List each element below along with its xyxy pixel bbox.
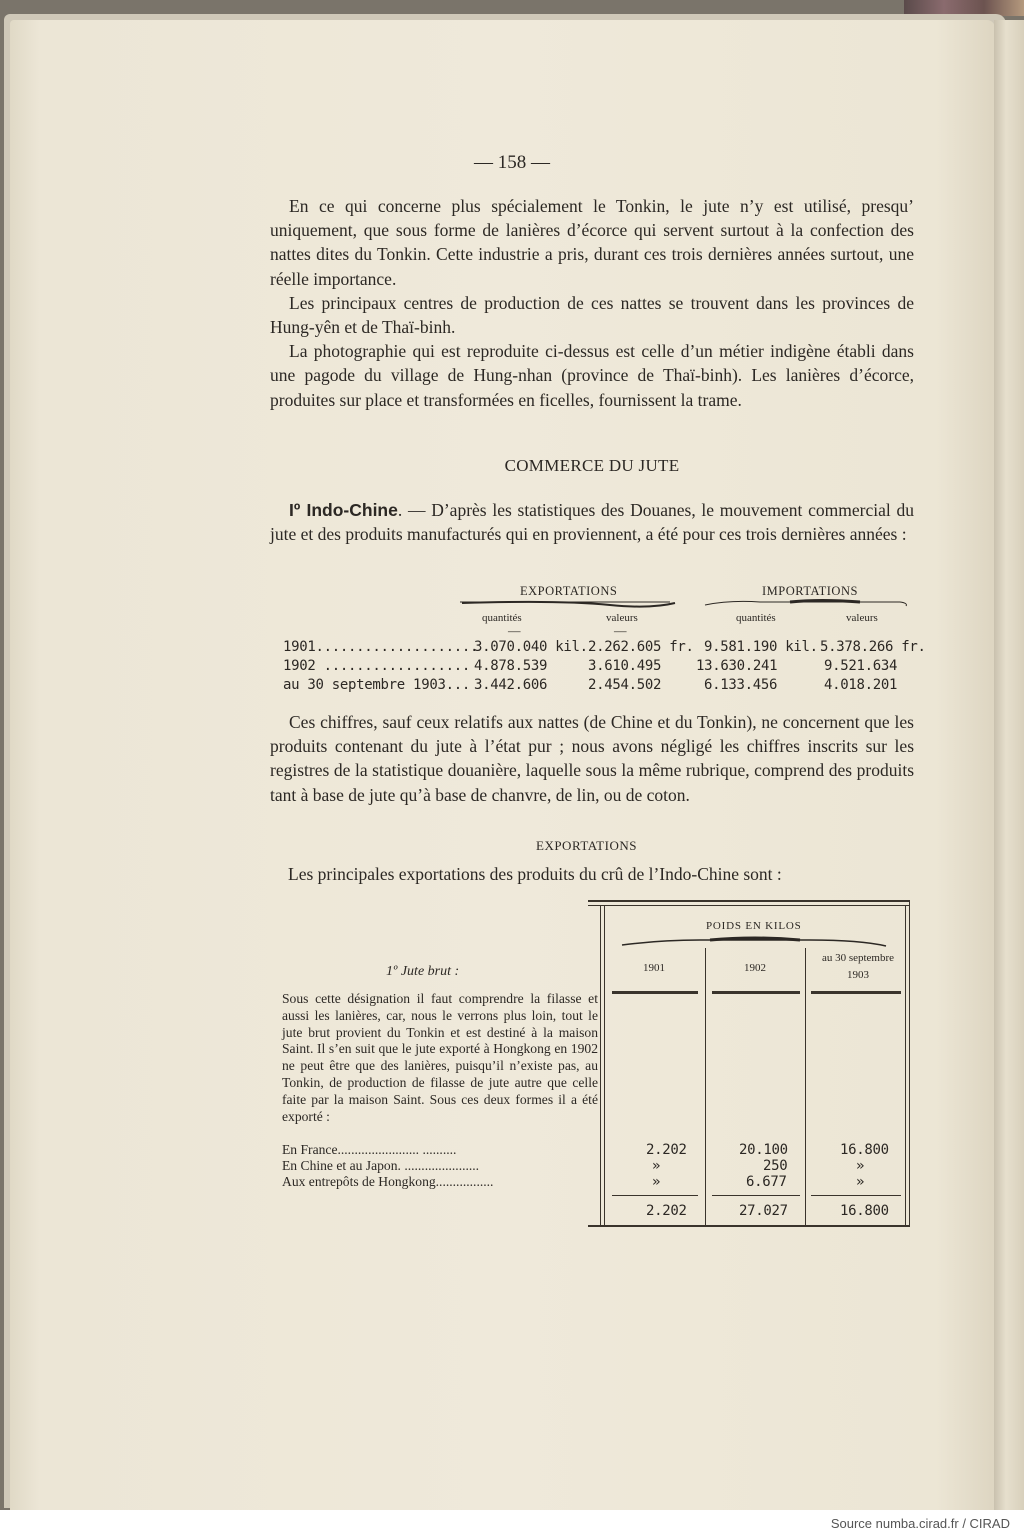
- trade-cell-exp-valeur: 2.454.502: [588, 677, 662, 693]
- trade-cell-exp-quantite: 4.878.539: [474, 658, 548, 674]
- weights-total-1903: 16.800: [840, 1203, 889, 1219]
- table-column-rule: [805, 948, 806, 1225]
- paragraph-centres: Les principaux centres de production de ces nattes se trouvent dans les provinces de Hung-yên et de Thaï-binh.: [270, 292, 914, 338]
- table-bottom-rule: [588, 1225, 910, 1227]
- weights-cell-1902: 6.677: [746, 1174, 787, 1190]
- dash-separator: —: [508, 624, 521, 638]
- trade-cell-imp-valeur: 4.018.201: [824, 677, 898, 693]
- table-top-rule: [588, 905, 910, 906]
- note-text: Ces chiffres, sauf ceux relatifs aux nattes (de Chine et du Tonkin), ne concernent que les produits contenant du jute à l’état pur ; nous avons négligé les chiffres inscrits sur les registres de la statistique douanière, laquelle sous la même rubrique, comprend des produits tant à base de jute qu’à base de chanvre, de lin, ou de coton.: [270, 712, 914, 805]
- paragraph-tonkin: En ce qui concerne plus spécialement le Tonkin, le jute n’y est utilisé, presqu’ uniquement, que sous forme de lanières d’écorce qui servent surtout à la confection des nattes dites du Tonkin. Cette industrie a pris, durant ces trois dernières années surtout, une réelle importance.: [270, 196, 914, 289]
- table-right-rule: [909, 900, 910, 1225]
- section-title: COMMERCE DU JUTE: [504, 456, 680, 475]
- trade-row-label: au 30 septembre 1903...: [283, 677, 470, 693]
- page-number: — 158 —: [474, 152, 550, 173]
- year-header-1902: 1902: [744, 962, 766, 974]
- imp-valeurs-header: valeurs: [846, 612, 878, 624]
- column-head-rule: [811, 991, 901, 994]
- page-edge: [994, 20, 1024, 1510]
- weights-row-label: En France........................ ..........: [282, 1142, 457, 1157]
- total-rule: [811, 1195, 901, 1196]
- trade-row-label: 1902 ..................: [283, 658, 470, 674]
- table-right-rule: [905, 905, 906, 1225]
- year-header-1901: 1901: [643, 962, 665, 974]
- weights-header: POIDS EN KILOS: [706, 920, 802, 932]
- weights-row-label: Aux entrepôts de Hongkong.................: [282, 1174, 494, 1189]
- weights-cell-1901: »: [652, 1158, 661, 1174]
- trade-cell-exp-quantite: 3.442.606: [474, 677, 548, 693]
- intro-text: [270, 194, 914, 412]
- imports-group-header: IMPORTATIONS: [762, 584, 858, 598]
- jute-description: Sous cette désignation il faut comprendre la filasse et aussi les lanières, car, nous le verrons plus loin, tout le jute brut provient du Tonkin et est destiné à la maison Saint. Il s’en suit que le jute exporté à Hongkong en 1902 ne peut être que des lanières, puisqu’il n’existe pas, au Tonkin, de production de filasse de jute autre que celle faite par la maison Saint. Sous ces deux formes il a été exporté :: [282, 991, 598, 1124]
- exports-group-header: EXPORTATIONS: [520, 584, 618, 598]
- exports-heading: EXPORTATIONS: [536, 838, 637, 853]
- weights-cell-1902: 250: [763, 1158, 788, 1174]
- weights-cell-1902: 20.100: [739, 1142, 788, 1158]
- exp-quantites-header: quantités: [482, 612, 522, 624]
- trade-cell-imp-quantite: 9.581.190 kil.: [704, 639, 818, 655]
- exports-intro: Les principales exportations des produits du crû de l’Indo-Chine sont :: [288, 864, 782, 884]
- weights-total-1901: 2.202: [646, 1203, 687, 1219]
- item-title-jute-brut: 1º Jute brut :: [386, 964, 460, 979]
- weights-cell-1903: »: [856, 1158, 865, 1174]
- weights-row-label: En Chine et au Japon. ......................: [282, 1158, 480, 1173]
- indochine-label: Iº Indo-Chine: [289, 500, 398, 520]
- weights-cell-1903: 16.800: [840, 1142, 889, 1158]
- table-column-rule: [705, 948, 706, 1225]
- trade-row-label: 1901....................: [283, 639, 479, 655]
- source-credit: Source numba.cirad.fr / CIRAD: [830, 1516, 1010, 1531]
- imp-quantites-header: quantités: [736, 612, 776, 624]
- trade-cell-imp-quantite: 13.630.241: [696, 658, 778, 674]
- paragraph-photographie: La photographie qui est reproduite ci-dessus est celle d’un métier indigène établi dans une pagode du village de Hung-nhan (province de Thaï-binh). Les lanières d’écorce, produites sur place et transformées en ficelles, fournissent la trame.: [270, 341, 914, 410]
- total-rule: [612, 1195, 698, 1196]
- year-header-1903: au 30 septembre 1903: [821, 952, 895, 981]
- header-swash-ornament: [620, 936, 890, 948]
- weights-cell-1901: »: [652, 1174, 661, 1190]
- trade-cell-exp-valeur: 2.262.605 fr.: [588, 639, 694, 655]
- table-left-rule: [600, 905, 601, 1225]
- weights-total-1902: 27.027: [739, 1203, 788, 1219]
- header-swash-ornament: [460, 598, 920, 612]
- dash-separator: —: [614, 624, 627, 638]
- column-head-rule: [712, 991, 800, 994]
- indochine-text: . — D’après les statistiques des Douanes, le mouvement commercial du jute et des produits manufacturés qui en proviennent, a été pour ces trois dernières années :: [270, 500, 914, 545]
- table-top-rule: [588, 900, 910, 902]
- trade-cell-exp-valeur: 3.610.495: [588, 658, 662, 674]
- weights-cell-1901: 2.202: [646, 1142, 687, 1158]
- trade-cell-imp-quantite: 6.133.456: [704, 677, 778, 693]
- trade-cell-exp-quantite: 3.070.040 kil.: [474, 639, 588, 655]
- trade-cell-imp-valeur: 5.378.266 fr.: [820, 639, 926, 655]
- total-rule: [712, 1195, 800, 1196]
- table-left-rule: [604, 905, 605, 1225]
- exp-valeurs-header: valeurs: [606, 612, 638, 624]
- trade-cell-imp-valeur: 9.521.634: [824, 658, 898, 674]
- note-paragraph: [270, 710, 914, 807]
- column-head-rule: [612, 991, 698, 994]
- weights-cell-1903: »: [856, 1174, 865, 1190]
- indochine-paragraph: [270, 498, 914, 546]
